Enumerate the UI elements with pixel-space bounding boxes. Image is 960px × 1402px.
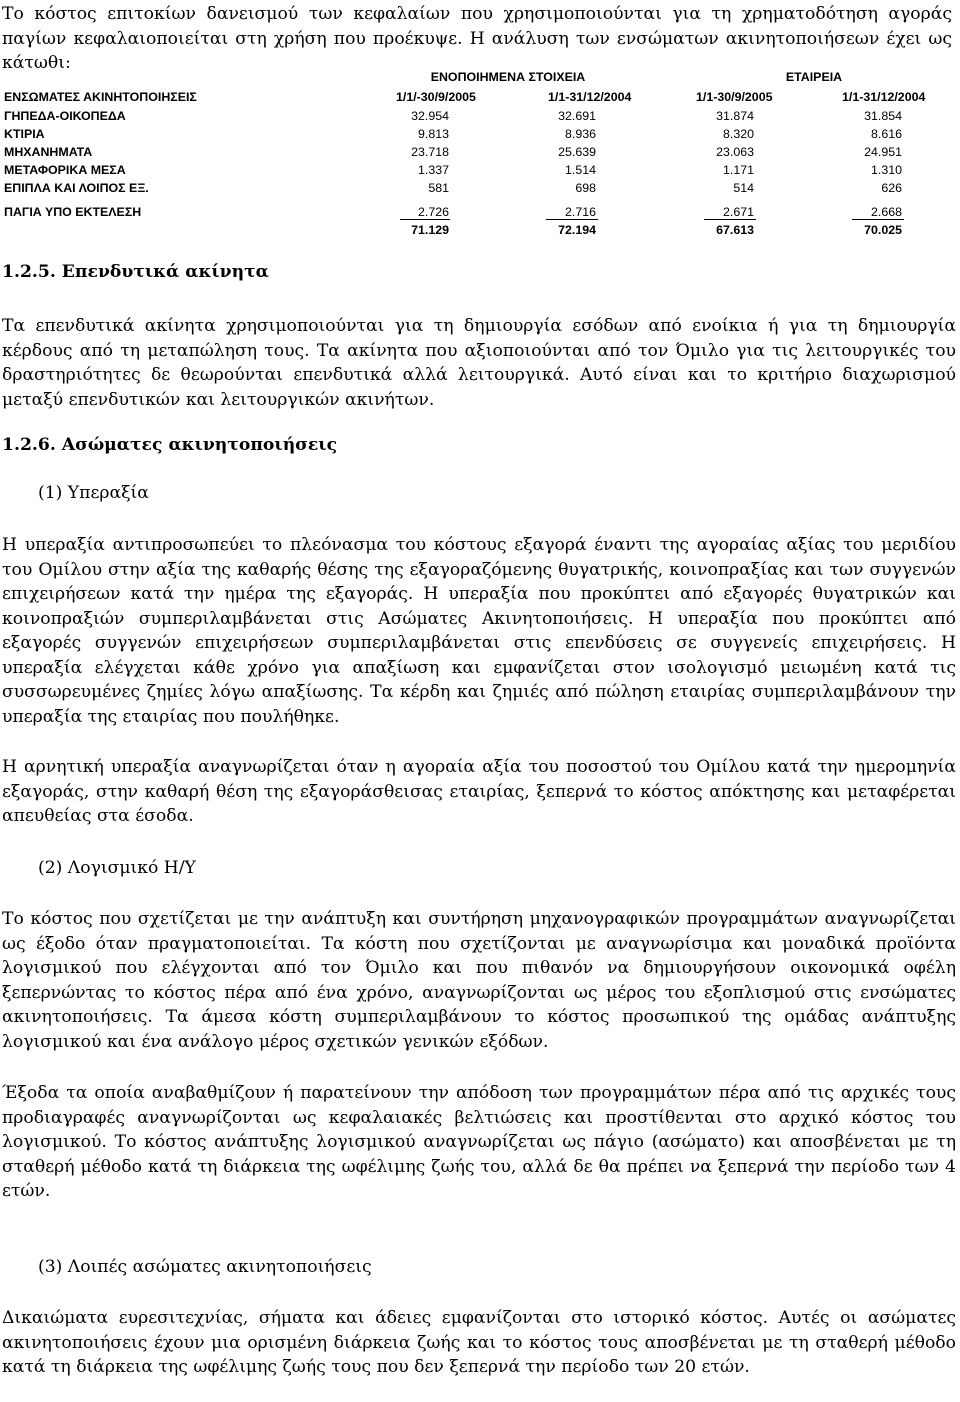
column-header: 1/1-31/12/2004 (548, 90, 632, 104)
table-row (0, 163, 960, 180)
row-label: ΜΕΤΑΦΟΡΙΚΑ ΜΕΣΑ (4, 163, 126, 177)
column-header: 1/1-30/9/2005 (696, 90, 773, 104)
paragraph-negative-goodwill: Η αρνητική υπεραξία αναγνωρίζεται όταν η αγοραία αξία του ποσοστού του Ομίλου κατά την ημερομηνία εξαγοράς, στην καθαρή θέση της εξαγοράσθεισας εταιρίας, ξεπερνά το κόστος απόκτησης και μεταφέρεται απευθείας στα έσοδα. (2, 757, 956, 826)
cell: 698 (575, 181, 596, 195)
subheading-goodwill: (1) Υπεραξία (38, 483, 149, 503)
cell: 9.813 (417, 127, 449, 141)
cell: 2.671 (722, 205, 754, 219)
cell: 8.616 (870, 127, 902, 141)
table-total-row (0, 223, 960, 240)
paragraph-goodwill: Η υπεραξία αντιπροσωπεύει το πλεόνασμα του κόστους εξαγορά έναντι της αγοραίας αξίας του μεριδίου του Ομίλου στην αξία της καθαρής θέσης της εξαγοραζόμενης θυγατρικής, κοινοπραξίας και των συγγενών επιχειρήσεων κατά την ημέρα της εξαγοράς. Η υπεραξία που προκύπτει από εξαγορές θυγατρικών και κοινοπραξιών συμπεριλαμβάνεται στις Ασώματες Ακινητοποιήσεις. Η υπεραξία που προκύπτει από εξαγορές συγγενών επιχειρήσεων συμπεριλαμβάνεται στις επενδύσεις σε συγγενείς επιχειρήσεις. Η υπεραξία ελέγχεται κάθε χρόνο για απαξίωση και εμφανίζεται στον ισολογισμό μειωμένη κατά τις συσσωρευμένες ζημίες λόγω απαξίωσης. Τα κέρδη και ζημιές από πώληση εταιρίας συμπεριλαμβάνουν την υπεραξία της εταιρίας που πουλήθηκε. (2, 535, 956, 727)
cell: 31.854 (864, 109, 902, 123)
table-column-header-row (0, 90, 960, 107)
subtotal-underline (546, 219, 598, 220)
paragraph-investment-property: Τα επενδυτικά ακίνητα χρησιμοποιούνται για τη δημιουργία εσόδων από ενοίκια ή για τη δημιουργία κέρδους από τη μεταπώληση τους. Τα ακίνητα που αξιοποιούνται από τον Όμιλο για τις λειτουργικές του δραστηριότητες δε θεωρούνται επενδυτικά αλλά λειτουργικά. Αυτό είναι και το κριτήριο διαχωρισμού μεταξύ επενδυτικών και λειτουργικών ακινήτων. (2, 316, 956, 410)
intro-paragraph: Το κόστος επιτοκίων δανεισμού των κεφαλαίων που χρησιμοποιούνται για τη χρηματοδότηση αγοράς παγίων κεφαλαιοποιείται στη χρήση που προέκυψε. Η ανάλυση των ενσώματων ακινητοποιήσεων έχει ως κάτωθι: (2, 4, 952, 73)
cell: 1.171 (722, 163, 754, 177)
column-header-label: ΕΝΣΩΜΑΤΕΣ ΑΚΙΝΗΤΟΠΟΙΗΣΕΙΣ (4, 90, 197, 104)
row-label: ΚΤΙΡΙΑ (4, 127, 45, 141)
cell: 1.337 (417, 163, 449, 177)
paragraph-software-costs: Το κόστος που σχετίζεται με την ανάπτυξη και συντήρηση μηχανογραφικών προγραμμάτων αναγνωρίζεται ως έξοδο όταν πραγματοποιείται. Τα κόστη που σχετίζονται με αναγνωρίσιμα και μοναδικά προϊόντα λογισμικού που ελέγχονται από τον Όμιλο και που πιθανόν να δημιουργήσουν οικονομικά οφέλη ξεπερνώντας το κόστος πέρα από ένα χρόνο, αναγνωρίζονται ως μέρος του εξοπλισμού στις ενσώματες ακινητοποιήσεις. Τα άμεσα κόστη συμπεριλαμβάνουν το κόστος προσωπικού της ομάδας ανάπτυξης λογισμικού και ένα ανάλογο μέρος σχετικών γενικών εξόδων. (2, 909, 956, 1052)
subheading-software: (2) Λογισμικό Η/Υ (38, 858, 196, 878)
cell: 32.954 (411, 109, 449, 123)
subtotal-underline (852, 219, 904, 220)
table-row (0, 127, 960, 144)
cell: 1.514 (564, 163, 596, 177)
cell: 1.310 (870, 163, 902, 177)
subtotal-underline (704, 219, 756, 220)
cell: 626 (881, 181, 902, 195)
cell: 23.063 (716, 145, 754, 159)
subtotal-underline (400, 219, 450, 220)
cell: 24.951 (864, 145, 902, 159)
table-row (0, 205, 960, 222)
cell: 2.716 (564, 205, 596, 219)
total-cell: 71.129 (411, 223, 449, 237)
row-label: ΠΑΓΙΑ ΥΠΟ ΕΚΤΕΛΕΣΗ (4, 205, 142, 219)
cell: 2.668 (870, 205, 902, 219)
subheading-other-intangibles: (3) Λοιπές ασώματες ακινητοποιήσεις (38, 1257, 372, 1277)
row-label: ΜΗΧΑΝΗΜΑΤΑ (4, 145, 93, 159)
cell: 23.718 (411, 145, 449, 159)
row-label: ΕΠΙΠΛΑ ΚΑΙ ΛΟΙΠΟΣ ΕΞ. (4, 181, 149, 195)
cell: 2.726 (417, 205, 449, 219)
group-header-company: ΕΤΑΙΡΕΙΑ (785, 70, 843, 84)
cell: 8.320 (722, 127, 754, 141)
table-row (0, 109, 960, 126)
column-header: 1/1-31/12/2004 (842, 90, 926, 104)
total-cell: 67.613 (716, 223, 754, 237)
total-cell: 70.025 (864, 223, 902, 237)
cell: 514 (733, 181, 754, 195)
column-header: 1/1/-30/9/2005 (396, 90, 476, 104)
paragraph-software-improvements: Έξοδα τα οποία αναβαθμίζουν ή παρατείνουν την απόδοση των προγραμμάτων πέρα από τις αρχικές τους προδιαγραφές αναγνωρίζονται ως κεφαλαιακές βελτιώσεις και προστίθενται στο αρχικό κόστος του λογισμικού. Το κόστος ανάπτυξης λογισμικού αναγνωρίζεται ως πάγιο (ασώματο) και αποσβένεται με τη σταθερή μέθοδο κατά τη διάρκεια της ωφέλιμης ζωής του, αλλά δε θα πρέπει να ξεπερνά την περίοδο των 4 ετών. (2, 1083, 956, 1201)
total-cell: 72.194 (558, 223, 596, 237)
table-row (0, 145, 960, 162)
group-header-consolidated: ΕΝΟΠΟΙΗΜΕΝΑ ΣΤΟΙΧΕΙΑ (430, 70, 586, 84)
cell: 581 (428, 181, 449, 195)
table-group-header-row (0, 70, 960, 87)
section-heading-125: 1.2.5. Επενδυτικά ακίνητα (2, 262, 269, 282)
section-heading-126: 1.2.6. Ασώματες ακινητοποιήσεις (2, 435, 338, 455)
row-label: ΓΗΠΕΔΑ-ΟΙΚΟΠΕΔΑ (4, 109, 126, 123)
cell: 8.936 (564, 127, 596, 141)
cell: 25.639 (558, 145, 596, 159)
paragraph-other-intangibles: Δικαιώματα ευρεσιτεχνίας, σήματα και άδειες εμφανίζονται στο ιστορικό κόστος. Αυτές οι ασώματες ακινητοποιήσεις έχουν μια ορισμένη διάρκεια ζωής και το κόστος τους αποσβένεται με τη σταθερή μέθοδο κατά τη διάρκεια της ωφέλιμης ζωής τους που δεν ξεπερνά την περίοδο των 20 ετών. (2, 1308, 956, 1377)
cell: 31.874 (716, 109, 754, 123)
cell: 32.691 (558, 109, 596, 123)
table-row (0, 181, 960, 198)
